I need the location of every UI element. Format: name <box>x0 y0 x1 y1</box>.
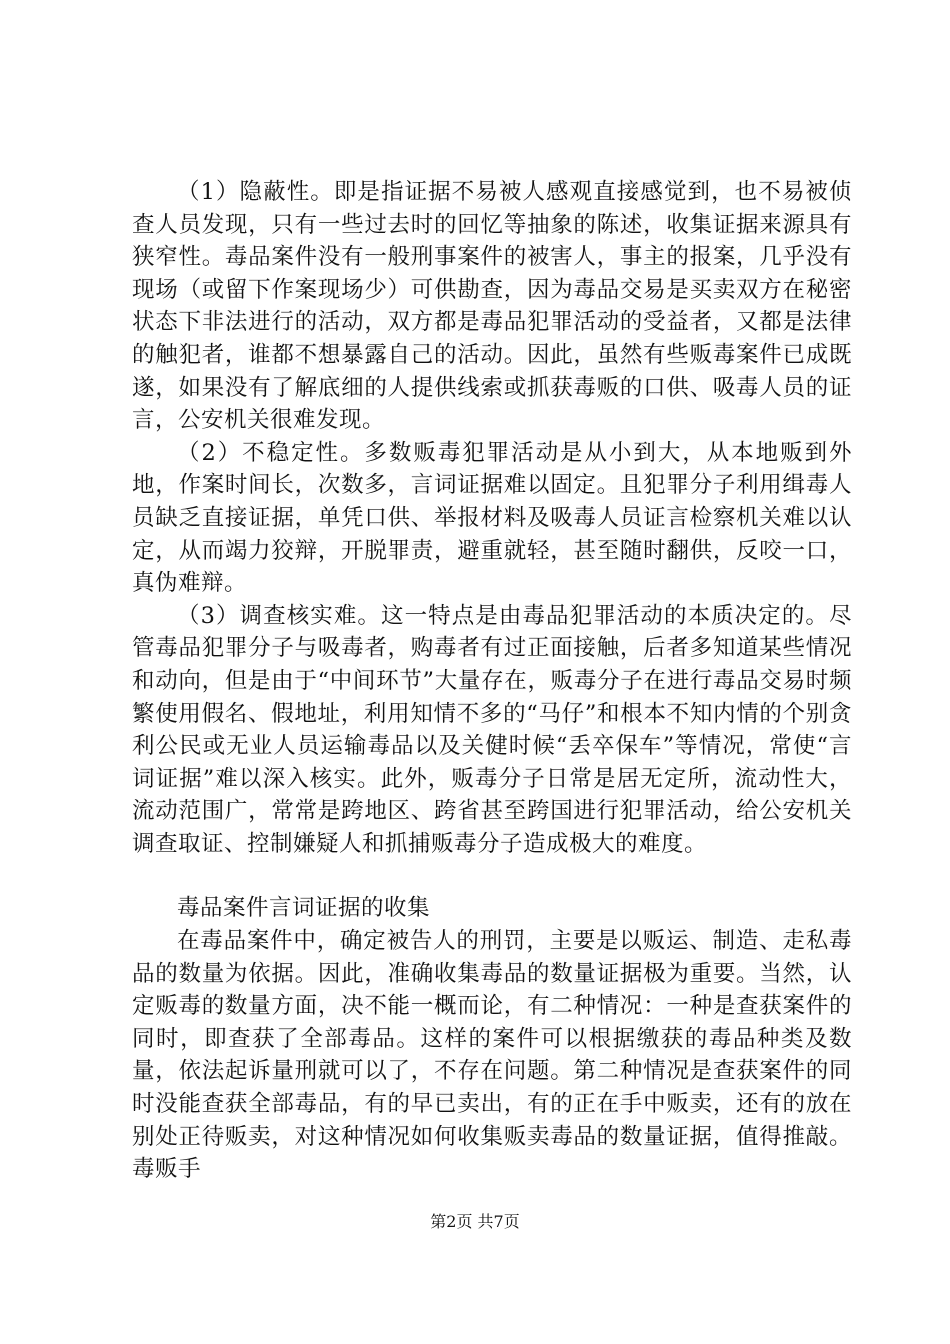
paragraph-concealment: （1）隐蔽性。即是指证据不易被人感观直接感觉到，也不易被侦查人员发现，只有一些过去时的回忆等抽象的陈述，收集证据来源具有狭窄性。毒品案件没有一般刑事案件的被害人，事主的报案，几乎没有现场（或留下作案现场少）可供勘查，因为毒品交易是买卖双方在秘密状态下非法进行的活动，双方都是毒品犯罪活动的受益者，又都是法律的触犯者，谁都不想暴露自己的活动。因此，虽然有些贩毒案件已成既遂，如果没有了解底细的人提供线索或抓获毒贩的口供、吸毒人员的证言，公安机关很难发现。 <box>132 179 852 434</box>
document-body <box>132 176 852 1186</box>
paragraph-verification-difficulty: （3）调查核实难。这一特点是由毒品犯罪活动的本质决定的。尽管毒品犯罪分子与吸毒者，购毒者有过正面接触，后者多知道某些情况和动向，但是由于“中间环节”大量存在，贩毒分子在进行毒品交易时频繁使用假名、假地址，利用知情不多的“马仔”和根本不知内情的个别贪利公民或无业人员运输毒品以及关健时候“丢卒保车”等情况，常使“言词证据”难以深入核实。此外，贩毒分子日常是居无定所，流动性大，流动范围广，常常是跨地区、跨省甚至跨国进行犯罪活动，给公安机关调查取证、控制嫌疑人和抓捕贩毒分子造成极大的难度。 <box>132 602 852 857</box>
page-number-label: 第2页 共7页 <box>430 1212 520 1231</box>
paragraph-collection: 在毒品案件中，确定被告人的刑罚，主要是以贩运、制造、走私毒品的数量为依据。因此，准确收集毒品的数量证据极为重要。当然，认定贩毒的数量方面，决不能一概而论，有二种情况：一种是查获案件的同时，即查获了全部毒品。这样的案件可以根据缴获的毒品种类及数量，依法起诉量刑就可以了，不存在问题。第二种情况是查获案件的同时没能查获全部毒品，有的早已卖出，有的正在手中贩卖，还有的放在别处正待贩卖，对这种情况如何收集贩卖毒品的数量证据，值得推敲。毒贩手 <box>132 928 852 1183</box>
section-heading: 毒品案件言词证据的收集 <box>177 895 431 922</box>
paragraph-instability: （2）不稳定性。多数贩毒犯罪活动是从小到大，从本地贩到外地，作案时间长，次数多，言词证据难以固定。且犯罪分子利用缉毒人员缺乏直接证据，单凭口供、举报材料及吸毒人员证言检察机关难以认定，从而竭力狡辩，开脱罪责，避重就轻，甚至随时翻供，反咬一口，真伪难辩。 <box>132 439 852 597</box>
page-footer <box>0 1212 950 1232</box>
